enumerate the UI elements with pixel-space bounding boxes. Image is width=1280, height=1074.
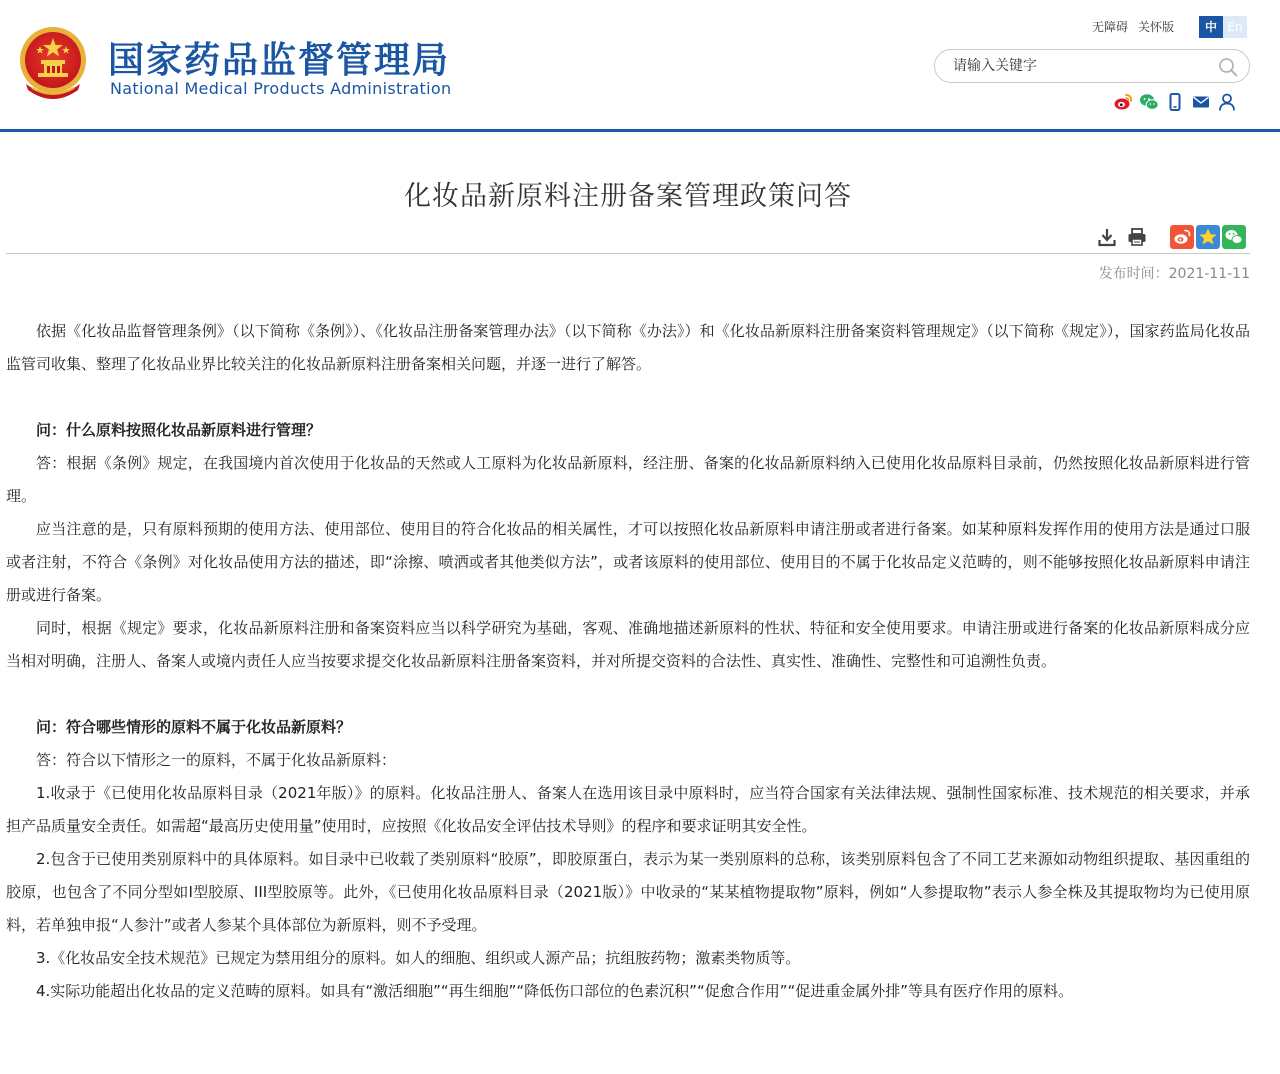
mail-icon[interactable] [1191,92,1211,112]
publish-date-value: 2021-11-11 [1168,266,1250,282]
mobile-icon[interactable] [1165,92,1185,112]
utility-links [1092,18,1184,35]
weibo-icon[interactable] [1113,92,1133,112]
share-qzone-icon[interactable] [1196,225,1220,249]
national-emblem-icon[interactable] [18,24,88,102]
article-toolbar [1096,224,1246,250]
social-links [1113,92,1237,112]
language-switch [1199,16,1247,38]
print-icon[interactable] [1126,226,1148,248]
title-divider [6,253,1250,254]
answer-2-paragraph: 3.《化妆品安全技术规范》已规定为禁用组分的原料。如人的细胞、组织或人源产品；抗组胺药物；激素类物质等。 [36,949,801,967]
publish-date-label: 发布时间： [1098,266,1169,282]
article-title: 化妆品新原料注册备案管理政策问答 [404,181,852,212]
lang-en-button[interactable]: En [1223,16,1247,38]
paragraph-gap [6,381,1250,414]
answer-2-paragraph: 答：符合以下情形之一的原料，不属于化妆品新原料： [36,751,397,769]
share-weibo-icon[interactable] [1170,225,1194,249]
publish-date [1099,263,1250,283]
header-divider [0,129,1280,132]
site-title-en[interactable]: National Medical Products Administration [110,79,452,98]
lang-zh-button[interactable]: 中 [1199,16,1223,38]
paragraph-gap [6,678,1250,711]
article-body [6,315,1250,1008]
answer-1-paragraph: 应当注意的是，只有原料预期的使用方法、使用部位、使用目的符合化妆品的相关属性，才可以按照化妆品新原料申请注册或者进行备案。如某种原料发挥作用的使用方法是通过口服或者注射，不符合《条例》对化妆品使用方法的描述，即“涂擦、喷洒或者其他类似方法”，或者该原料的使用部位、使用目的不属于化妆品定义范畴的，则不能够按照化妆品新原料申请注册或进行备案。 [6,520,1250,604]
accessibility-link[interactable]: 无障碍 [1092,20,1129,34]
elderly-mode-link[interactable]: 关怀版 [1138,20,1175,34]
site-header [0,0,1280,131]
search-icon[interactable] [1217,56,1239,78]
intro-paragraph: 依据《化妆品监督管理条例》（以下简称《条例》）、《化妆品注册备案管理办法》（以下简称《办法》）和《化妆品新原料注册备案资料管理规定》（以下简称《规定》），国家药监局化妆品监管司收集、整理了化妆品业界比较关注的化妆品新原料注册备案相关问题，并逐一进行了解答。 [6,322,1250,373]
search-box [934,49,1250,83]
answer-1-paragraph: 同时，根据《规定》要求，化妆品新原料注册和备案资料应当以科学研究为基础，客观、准确地描述新原料的性状、特征和安全使用要求。申请注册或进行备案的化妆品新原料成分应当相对明确，注册人、备案人或境内责任人应当按要求提交化妆品新原料注册备案资料，并对所提交资料的合法性、真实性、准确性、完整性和可追溯性负责。 [6,619,1250,670]
answer-2-paragraph: 4.实际功能超出化妆品的定义范畴的原料。如具有“激活细胞”“再生细胞”“降低伤口部位的色素沉积”“促愈合作用”“促进重金属外排”等具有医疗作用的原料。 [36,982,1074,1000]
site-title-cn[interactable]: 国家药品监督管理局 [108,40,451,81]
answer-1-paragraph: 答：根据《条例》规定，在我国境内首次使用于化妆品的天然或人工原料为化妆品新原料，经注册、备案的化妆品新原料纳入已使用化妆品原料目录前，仍然按照化妆品新原料进行管理。 [6,454,1250,505]
question-1: 问：什么原料按照化妆品新原料进行管理？ [36,421,322,439]
answer-2-paragraph: 1.收录于《已使用化妆品原料目录（2021年版）》的原料。化妆品注册人、备案人在选用该目录中原料时，应当符合国家有关法律法规、强制性国家标准、技术规范的相关要求，并承担产品质量安全责任。如需超“最高历史使用量”使用时，应按照《化妆品安全评估技术导则》的程序和要求证明其安全性。 [6,784,1250,835]
user-icon[interactable] [1217,92,1237,112]
question-2: 问：符合哪些情形的原料不属于化妆品新原料？ [36,718,352,736]
wechat-icon[interactable] [1139,92,1159,112]
share-wechat-icon[interactable] [1222,225,1246,249]
answer-2-paragraph: 2.包含于已使用类别原料中的具体原料。如目录中已收载了类别原料“胶原”，即胶原蛋白，表示为某一类别原料的总称，该类别原料包含了不同工艺来源如动物组织提取、基因重组的胶原，也包含了不同分型如I型胶原、III型胶原等。此外，《已使用化妆品原料目录（2021版）》中收录的“某某植物提取物”原料，例如“人参提取物”表示人参全株及其提取物均为已使用原料，若单独申报“人参汁”或者人参某个具体部位为新原料，则不予受理。 [6,850,1250,934]
download-icon[interactable] [1096,226,1118,248]
search-input[interactable] [953,56,1203,76]
